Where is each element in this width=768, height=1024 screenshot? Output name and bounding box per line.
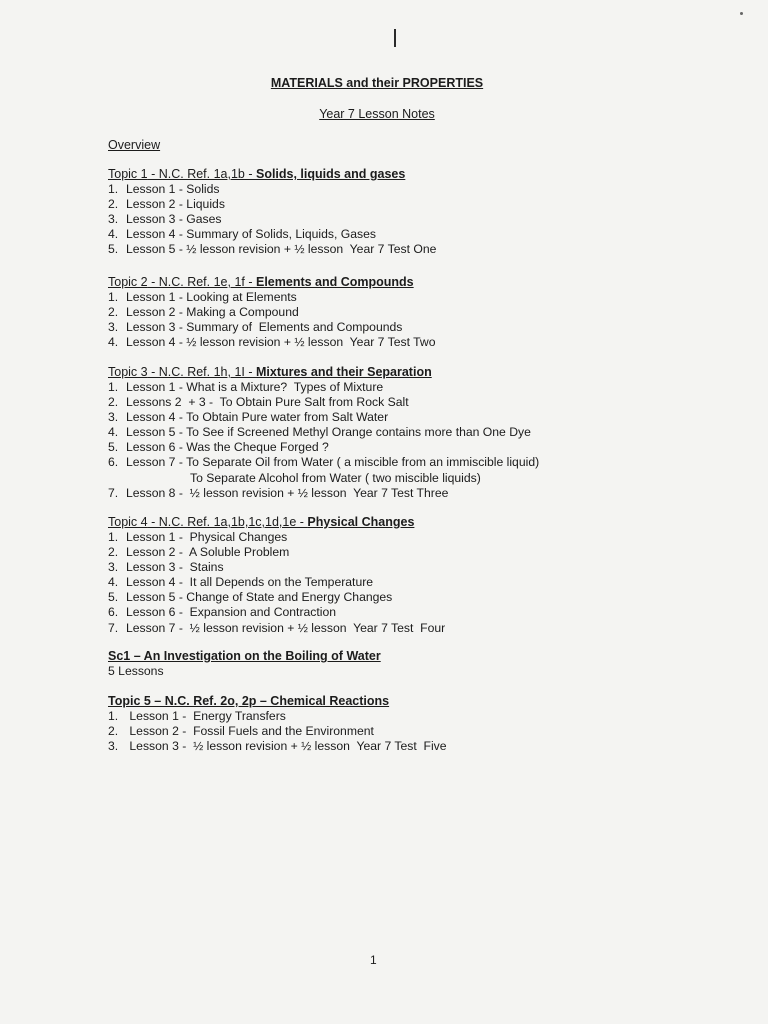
list-item: 2. Lesson 2 - Making a Compound bbox=[108, 305, 299, 320]
list-item: 1. Lesson 1 - What is a Mixture? Types of Mixture bbox=[108, 380, 384, 394]
list-item: 2. Lesson 2 - A Soluble Problem bbox=[108, 545, 290, 560]
list-item: 5. Lesson 6 - Was the Cheque Forged ? bbox=[108, 440, 329, 455]
sc1-note: 5 Lessons bbox=[108, 664, 164, 678]
topic-1-heading: Topic 1 - N.C. Ref. 1a,1b - Solids, liquids and gases bbox=[108, 167, 406, 181]
list-item: 1. Lesson 1 - Physical Changes bbox=[108, 530, 288, 544]
list-item: 6. Lesson 6 - Expansion and Contraction bbox=[108, 605, 337, 620]
topic-5-section bbox=[108, 694, 668, 754]
scan-speck bbox=[740, 12, 743, 15]
list-item: 3. Lesson 3 - Gases bbox=[108, 212, 222, 227]
list-item: 2. Lesson 2 - Liquids bbox=[108, 197, 225, 212]
list-item: 4. Lesson 5 - To See if Screened Methyl Orange contains more than One Dye bbox=[108, 425, 531, 440]
list-item: 3. Lesson 3 - ½ lesson revision + ½ lesson Year 7 Test Five bbox=[108, 739, 447, 754]
list-item: 7. Lesson 7 - ½ lesson revision + ½ lesson Year 7 Test Four bbox=[108, 620, 446, 635]
list-item: 2. Lesson 2 - Fossil Fuels and the Environment bbox=[108, 724, 374, 739]
scan-mark bbox=[394, 29, 396, 47]
topic-3-heading: Topic 3 - N.C. Ref. 1h, 1I - Mixtures and their Separation bbox=[108, 365, 432, 379]
list-item: 3. Lesson 3 - Stains bbox=[108, 560, 224, 575]
overview-heading: Overview bbox=[108, 138, 161, 152]
topic-5-lesson-list bbox=[108, 709, 668, 754]
list-item-continuation: To Separate Alcohol from Water ( two miscible liquids) bbox=[190, 470, 481, 485]
sc1-heading: Sc1 – An Investigation on the Boiling of Water bbox=[108, 649, 381, 663]
list-item: 5. Lesson 5 - ½ lesson revision + ½ lesson Year 7 Test One bbox=[108, 242, 437, 257]
topic-3-section bbox=[108, 365, 668, 501]
topic-4-lesson-list bbox=[108, 530, 668, 636]
list-item: 1. Lesson 1 - Energy Transfers bbox=[108, 709, 286, 723]
list-item: 6. Lesson 7 - To Separate Oil from Water ( a miscible from an immiscible liquid) bbox=[108, 455, 540, 470]
list-item: 1. Lesson 1 - Solids bbox=[108, 182, 220, 196]
document-subtitle: Year 7 Lesson Notes bbox=[319, 107, 435, 121]
list-item: 4. Lesson 4 - Summary of Solids, Liquids, Gases bbox=[108, 227, 376, 242]
topic-5-heading: Topic 5 – N.C. Ref. 2o, 2p – Chemical Reactions bbox=[108, 694, 390, 708]
list-item: 3. Lesson 3 - Summary of Elements and Compounds bbox=[108, 320, 403, 335]
list-item: 4. Lesson 4 - ½ lesson revision + ½ lesson Year 7 Test Two bbox=[108, 335, 436, 350]
list-item: 5. Lesson 5 - Change of State and Energy Changes bbox=[108, 590, 393, 605]
page-number: 1 bbox=[370, 953, 377, 967]
list-item: 4. Lesson 4 - It all Depends on the Temperature bbox=[108, 575, 374, 590]
topic-2-heading: Topic 2 - N.C. Ref. 1e, 1f - Elements and Compounds bbox=[108, 275, 414, 289]
sc1-section bbox=[108, 649, 668, 679]
document-title: MATERIALS and their PROPERTIES bbox=[270, 76, 484, 90]
topic-3-lesson-list bbox=[108, 380, 668, 501]
topic-1-lesson-list bbox=[108, 182, 668, 257]
list-item: 7. Lesson 8 - ½ lesson revision + ½ lesson Year 7 Test Three bbox=[108, 485, 449, 500]
topic-2-section bbox=[108, 275, 668, 350]
list-item: 3. Lesson 4 - To Obtain Pure water from Salt Water bbox=[108, 410, 389, 425]
list-item: 2. Lessons 2 + 3 - To Obtain Pure Salt from Rock Salt bbox=[108, 395, 409, 410]
topic-4-heading: Topic 4 - N.C. Ref. 1a,1b,1c,1d,1e - Physical Changes bbox=[108, 515, 415, 529]
list-item: 1. Lesson 1 - Looking at Elements bbox=[108, 290, 297, 304]
topic-1-section bbox=[108, 167, 668, 257]
topic-2-lesson-list bbox=[108, 290, 668, 350]
topic-4-section bbox=[108, 515, 668, 636]
